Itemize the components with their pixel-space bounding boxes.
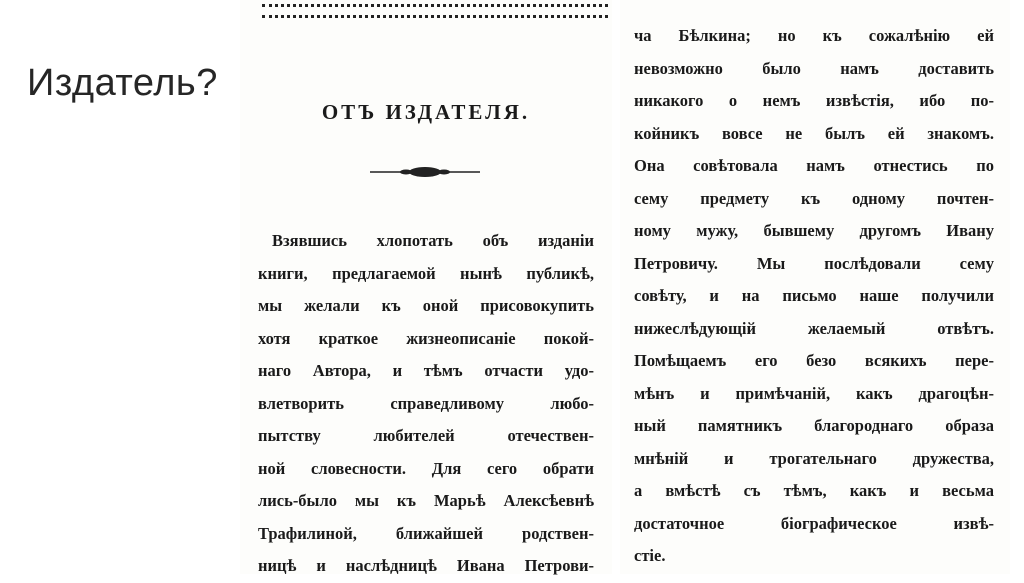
text-line: стіе. bbox=[634, 546, 666, 565]
text-line: мы желали къ оной присовокупить bbox=[258, 296, 594, 315]
text-line: ча Бѣлкина; но къ сожалѣнію ей bbox=[634, 26, 994, 45]
text-line: наго Автора, и тѣмъ отчасти удо- bbox=[258, 361, 594, 380]
text-line: Она совѣтовала намъ отнестись по bbox=[634, 156, 994, 175]
text-line: Трафилиной, ближайшей родствен- bbox=[258, 523, 594, 543]
text-line: ному мужу, бывшему другомъ Ивану bbox=[634, 221, 994, 240]
text-line: совѣту, и на письмо наше получили bbox=[634, 286, 994, 305]
text-line: ницѣ и наслѣдницѣ Ивана Петрови- bbox=[258, 556, 594, 575]
text-line: ный памятникъ благороднаго образа bbox=[634, 416, 994, 435]
slide-title: Издатель? bbox=[27, 62, 218, 104]
book-page-left bbox=[240, 0, 612, 574]
text-line: никакого о немъ извѣстія, ибо по- bbox=[634, 91, 994, 110]
divider-ornament bbox=[370, 165, 480, 179]
text-line: лись-было мы къ Марьѣ Алексѣевнѣ bbox=[258, 491, 594, 510]
book-page-right bbox=[620, 0, 1010, 574]
text-line: влетворить справедливому любо- bbox=[258, 393, 594, 413]
text-line: Петровичу. Мы послѣдовали сему bbox=[634, 253, 994, 273]
text-line: нижеслѣдующій желаемый отвѣтъ. bbox=[634, 318, 994, 338]
text-line: пытству любителей отечествен- bbox=[258, 426, 594, 445]
chapter-heading: ОТЪ ИЗДАТЕЛЯ. bbox=[321, 100, 531, 124]
text-line: а вмѣстѣ съ тѣмъ, какъ и весьма bbox=[634, 481, 994, 500]
text-line: достаточное біографическое извѣ- bbox=[634, 513, 994, 533]
text-line: Взявшись хлопотать объ изданіи bbox=[272, 231, 594, 250]
text-line: невозможно было намъ доставить bbox=[634, 58, 994, 78]
text-line: Помѣщаемъ его безо всякихъ пере- bbox=[634, 351, 994, 370]
text-line: книги, предлагаемой нынѣ публикѣ, bbox=[258, 263, 594, 283]
text-line: ной словесности. Для сего обрати bbox=[258, 458, 594, 478]
top-ornament bbox=[262, 4, 608, 18]
left-page-text bbox=[258, 225, 594, 583]
text-line: сему предмету къ одному почтен- bbox=[634, 188, 994, 208]
right-page-text bbox=[634, 20, 994, 573]
text-line: хотя краткое жизнеописаніе покой- bbox=[258, 328, 594, 348]
text-line: мѣнъ и примѣчаній, какъ драгоцѣн- bbox=[634, 383, 994, 403]
text-line: мнѣній и трогательнаго дружества, bbox=[634, 448, 994, 468]
text-line: койникъ вовсе не былъ ей знакомъ. bbox=[634, 123, 994, 143]
